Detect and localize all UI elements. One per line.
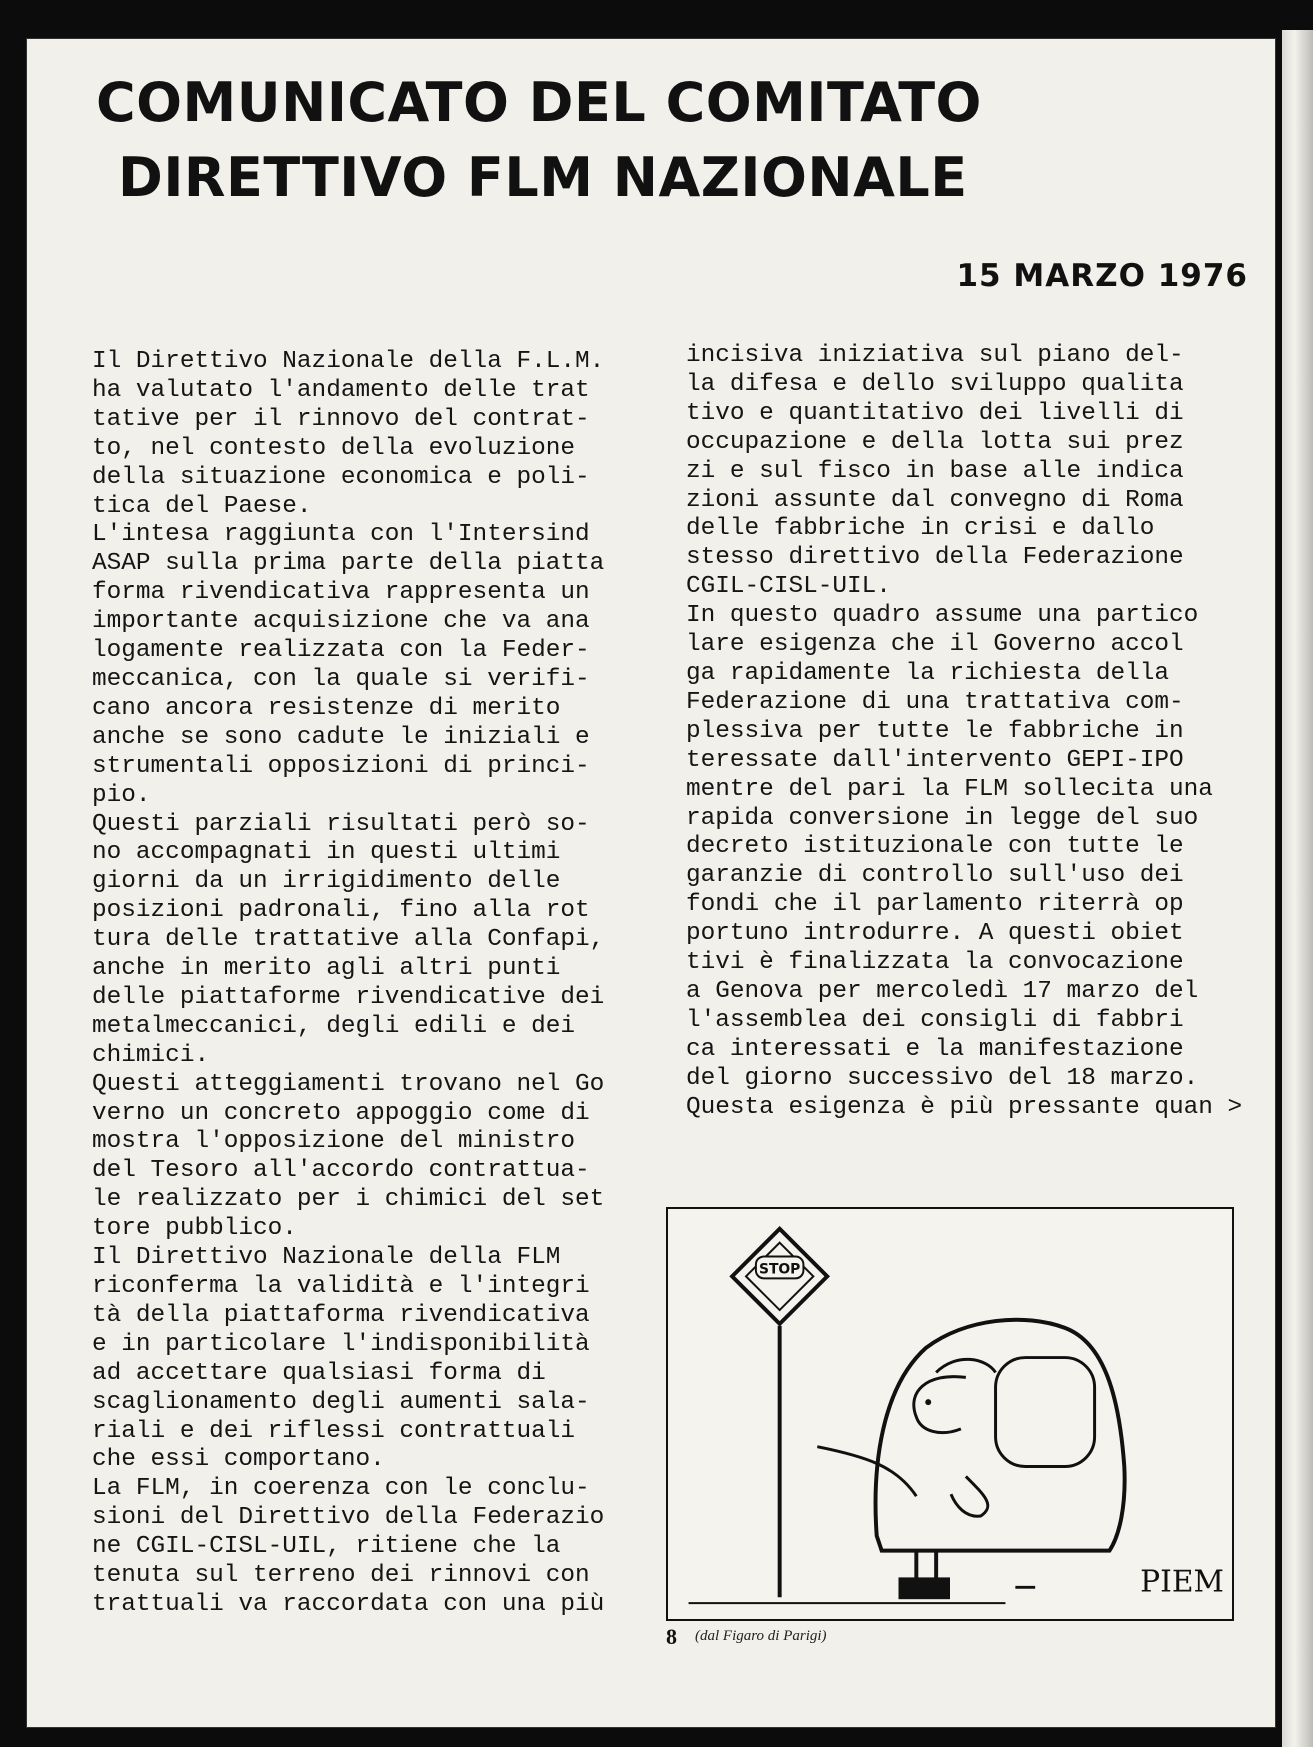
car-body — [876, 1320, 1125, 1551]
cartoon-illustration — [666, 1207, 1234, 1621]
page-title — [96, 66, 1196, 215]
cartoon-caption: (dal Figaro di Parigi) — [695, 1628, 827, 1644]
car-window — [996, 1358, 1095, 1467]
artist-signature: PIEM — [1140, 1564, 1224, 1600]
driver-hand — [951, 1476, 988, 1516]
driver-head — [914, 1377, 966, 1433]
car-door — [817, 1447, 916, 1497]
title-line-1: COMUNICATO DEL COMITATO — [96, 71, 982, 134]
driver-eye — [925, 1399, 931, 1405]
driver-shoes — [899, 1577, 950, 1599]
body-text-left-column: Il Direttivo Nazionale della F.L.M. ha valutato l'andamento delle trat tative per il rinnovo del contrat- to, nel contesto della evoluzione della situazione economica e poli- tica del Paese. L'intesa raggiunta con l'Intersind ASAP sulla prima parte della piatta forma rivendicativa rappresenta un importante acquisizione che va ana logamente realizzata con la Feder- meccanica, con la quale si verifi- cano ancora resistenze di merito anche se sono cadute le iniziali e strumentali opposizioni di princi- pio. Questi parziali risultati però so- no accompagnati in questi ultimi giorni da un irrigidimento delle posizioni padronali, fino alla rot tura delle trattative alla Confapi, anche in merito agli altri punti delle piattaforme rivendicative dei metalmeccanici, degli edili e dei chimici. Questi atteggiamenti trovano nel Go verno un concreto appoggio come di mostra l'opposizione del ministro del Tesoro all'accordo contrattua- le realizzato per i chimici del set tore pubblico. Il Direttivo Nazionale della FLM riconferma la validità e l'integri tà della piattaforma rivendicativa e in particolare l'indisponibilità ad accettare qualsiasi forma di scaglionamento degli aumenti sala- riali e dei riflessi contrattuali che essi comportano. La FLM, in coerenza con le conclu- sioni del Direttivo della Federazio ne CGIL-CISL-UIL, ritiene che la tenuta sul terreno dei rinnovi con trattuali va raccordata con una più — [92, 348, 605, 1618]
title-line-2: DIRETTIVO FLM NAZIONALE — [118, 145, 968, 209]
book-spine — [1282, 30, 1313, 1747]
driver-cap — [936, 1359, 995, 1372]
stop-sign-text: STOP — [758, 1261, 801, 1278]
issue-date: 15 MARZO 1976 — [956, 258, 1248, 294]
cartoon-drawing — [668, 1209, 1232, 1619]
body-text-right-column: incisiva iniziativa sul piano del- la difesa e dello sviluppo qualita tivo e quantitativo dei livelli di occupazione e della lotta sui prez zi e sul fisco in base alle indica zioni assunte dal convegno di Roma delle fabbriche in crisi e dallo stesso direttivo della Federazione CGIL-CISL-UIL. In questo quadro assume una partico lare esigenza che il Governo accol ga rapidamente la richiesta della Federazione di una trattativa com- plessiva per tutte le fabbriche in teressate dall'intervento GEPI-IPO mentre del pari la FLM sollecita una rapida conversione in legge del suo decreto istituzionale con tutte le garanzie di controllo sull'uso dei fondi che il parlamento riterrà op portuno introdurre. A questi obiet tivi è finalizzata la convocazione a Genova per mercoledì 17 marzo del l'assemblea dei consigli di fabbri ca interessati e la manifestazione del giorno successivo del 18 marzo. Questa esigenza è più pressante quan > — [686, 342, 1243, 1121]
page-number: 8 — [666, 1624, 677, 1649]
